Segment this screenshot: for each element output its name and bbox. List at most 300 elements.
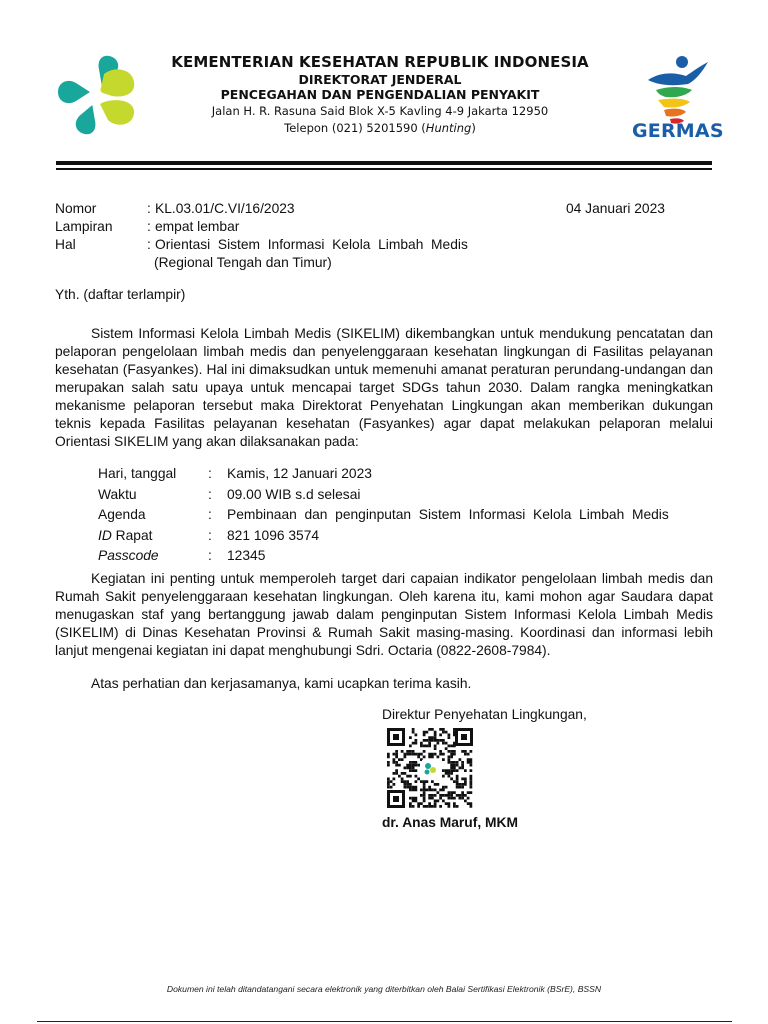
qr-module	[420, 802, 423, 805]
qr-module	[428, 794, 431, 797]
qr-module	[409, 750, 412, 753]
detail-colon: :	[208, 466, 212, 481]
qr-module	[461, 764, 464, 767]
qr-module	[415, 753, 418, 756]
letter-date: 04 Januari 2023	[566, 201, 665, 216]
qr-module	[420, 742, 423, 745]
qr-module	[434, 805, 437, 808]
qr-module	[448, 775, 451, 778]
paragraph-closing-text: Atas perhatian dan kerjasamanya, kami ucapkan terima kasih.	[91, 676, 472, 691]
qr-module	[470, 764, 473, 767]
qr-module	[470, 750, 473, 753]
qr-module	[445, 731, 448, 734]
phone-prefix: Telepon (021) 5201590 (	[284, 121, 426, 135]
qr-module	[431, 789, 434, 792]
qr-module	[423, 734, 426, 737]
detail-label-time: Waktu	[98, 486, 137, 502]
kemenkes-logo	[54, 52, 140, 138]
qr-module	[450, 761, 453, 764]
qr-module	[442, 786, 445, 789]
qr-module	[404, 786, 407, 789]
qr-module	[470, 802, 473, 805]
qr-module	[409, 769, 412, 772]
qr-module	[409, 786, 412, 789]
qr-module	[442, 769, 445, 772]
qr-module	[423, 794, 426, 797]
qr-module	[450, 745, 453, 748]
qr-module	[406, 775, 409, 778]
detail-label-id-rest: Rapat	[111, 527, 153, 543]
qr-module	[442, 731, 445, 734]
qr-module	[461, 761, 464, 764]
detail-value-agenda: Pembinaan dan penginputan Sistem Informasi Kelola Limbah Medis	[227, 507, 669, 522]
qr-module	[398, 764, 401, 767]
detail-label-id-italic: ID	[98, 527, 112, 543]
detail-colon: :	[208, 548, 212, 563]
detail-row-date	[98, 465, 708, 486]
qr-module	[406, 767, 409, 770]
qr-module	[415, 800, 418, 803]
qr-module	[431, 797, 434, 800]
qr-module	[464, 778, 467, 781]
qr-module	[445, 772, 448, 775]
qr-module	[464, 800, 467, 803]
event-details	[98, 465, 708, 568]
qr-module	[464, 753, 467, 756]
qr-module	[434, 794, 437, 797]
meta-row-hal-cont	[55, 254, 675, 272]
qr-module	[426, 780, 429, 783]
qr-module	[439, 753, 442, 756]
qr-module	[470, 775, 473, 778]
qr-module	[409, 805, 412, 808]
paragraph-request	[55, 570, 713, 660]
qr-module	[423, 791, 426, 794]
qr-module	[415, 742, 418, 745]
qr-module	[470, 783, 473, 786]
qr-module	[412, 805, 415, 808]
qr-module	[464, 794, 467, 797]
qr-module	[423, 800, 426, 803]
paragraph-intro-text: Sistem Informasi Kelola Limbah Medis (SIKELIM) dikembangkan untuk mendukung pencatatan dan pelaporan pengelolaan limbah medis dan penyelenggaraan kesehatan lingkungan di Fasilitas pelayanan kesehatan (Fasyankes). Hal ini dimaksudkan untuk memenuhi amanat peraturan perundang-undangan dan merupakan salah satu upaya untuk mencapai target SDGs tahun 2030. Dalam rangka meningkatkan mekanisme pelaporan tersebut maka Direktorat Penyehatan Lingkungan akan memberikan dukungan teknis kepada Fasilitas pelayanan kesehatan (Fasyankes) agar dapat melakukan pelaporan melalui Orientasi SIKELIM yang akan dilaksanakan pada:	[55, 326, 713, 449]
qr-module	[426, 789, 429, 792]
germas-label: GERMAS	[632, 120, 724, 142]
detail-row-passcode	[98, 547, 708, 568]
qr-module	[453, 769, 456, 772]
qr-module	[459, 794, 462, 797]
detail-row-agenda	[98, 506, 708, 527]
qr-module	[453, 767, 456, 770]
qr-module	[448, 756, 451, 759]
qr-module	[423, 745, 426, 748]
qr-module	[453, 802, 456, 805]
qr-module	[393, 783, 396, 786]
qr-module	[423, 750, 426, 753]
qr-module	[467, 791, 470, 794]
qr-module	[393, 761, 396, 764]
qr-module	[467, 761, 470, 764]
qr-module	[412, 767, 415, 770]
detail-row-time	[98, 486, 708, 507]
qr-module	[412, 753, 415, 756]
qr-module	[415, 761, 418, 764]
nomor-colon: :	[147, 201, 151, 216]
qr-module	[439, 794, 442, 797]
signatory-title: Direktur Penyehatan Lingkungan,	[382, 707, 587, 722]
qr-module	[448, 797, 451, 800]
qr-module	[437, 791, 440, 794]
qr-module	[431, 728, 434, 731]
header-rule-thick	[56, 161, 712, 165]
qr-module	[461, 767, 464, 770]
qr-module	[434, 739, 437, 742]
qr-module	[453, 764, 456, 767]
qr-module	[453, 761, 456, 764]
e-signature-note: Dokumen ini telah ditandatangani secara elektronik yang diterbitkan oleh Balai Sertifikasi Elektronik (BSrE), BSSN	[166, 984, 602, 994]
detail-label-passcode: Passcode	[98, 548, 159, 563]
paragraph-request-text: Kegiatan ini penting untuk memperoleh target dari capaian indikator pengelolaan limbah medis dan Rumah Sakit penyelenggaraan kesehatan lingkungan. Oleh karena itu, kami mohon agar Saudara dapat menugaskan staf yang bertanggung jawab dalam penginputan Sistem Informasi Kelola Limbah Medis (SIKELIM) di Dinas Kesehatan Provinsi & Rumah Sakit masing-masing. Koordinasi dan informasi lebih lanjut mengenai kegiatan ini dapat menghubungi Sdri. Octaria (0822-2608-7984).	[55, 571, 713, 658]
qr-module	[428, 739, 431, 742]
detail-value-time: 09.00 WIB s.d selesai	[227, 486, 361, 502]
qr-module	[417, 756, 420, 759]
qr-module	[415, 775, 418, 778]
qr-module	[412, 800, 415, 803]
qr-module	[453, 750, 456, 753]
qr-module	[461, 791, 464, 794]
qr-module	[431, 780, 434, 783]
qr-module	[415, 739, 418, 742]
qr-module	[470, 780, 473, 783]
qr-module	[467, 797, 470, 800]
qr-module	[420, 794, 423, 797]
qr-module	[426, 731, 429, 734]
qr-module	[434, 747, 437, 750]
qr-module	[395, 756, 398, 759]
qr-module	[428, 802, 431, 805]
qr-module	[409, 753, 412, 756]
qr-module	[398, 775, 401, 778]
qr-module	[426, 805, 429, 808]
salutation: Yth. (daftar terlampir)	[55, 287, 186, 302]
qr-module	[428, 805, 431, 808]
qr-module	[395, 772, 398, 775]
signature-qr-code	[386, 727, 474, 809]
qr-module	[412, 761, 415, 764]
qr-module	[453, 805, 456, 808]
qr-module	[431, 805, 434, 808]
footer-rule	[37, 1021, 732, 1022]
paragraph-intro	[55, 325, 713, 451]
qr-module	[470, 778, 473, 781]
hal-value-line1: Orientasi Sistem Informasi Kelola Limbah Medis	[155, 237, 468, 252]
qr-module	[431, 756, 434, 759]
qr-module	[456, 794, 459, 797]
qr-module	[434, 802, 437, 805]
qr-module	[412, 797, 415, 800]
qr-module	[464, 783, 467, 786]
division-name: PENCEGAHAN DAN PENGENDALIAN PENYAKIT	[220, 87, 540, 102]
qr-module	[448, 772, 451, 775]
qr-module	[470, 791, 473, 794]
qr-module	[434, 731, 437, 734]
qr-module	[409, 797, 412, 800]
paragraph-closing	[55, 675, 713, 693]
qr-module	[428, 728, 431, 731]
detail-label-agenda: Agenda	[98, 507, 146, 522]
qr-module	[448, 761, 451, 764]
qr-module	[445, 802, 448, 805]
detail-label-meeting-id	[98, 527, 152, 545]
qr-module	[423, 731, 426, 734]
qr-module	[390, 786, 393, 789]
qr-module	[442, 742, 445, 745]
qr-module	[434, 753, 437, 756]
qr-module	[459, 783, 462, 786]
qr-module	[393, 758, 396, 761]
qr-module	[423, 783, 426, 786]
qr-module	[461, 786, 464, 789]
qr-module	[417, 753, 420, 756]
qr-module	[450, 769, 453, 772]
qr-module	[459, 786, 462, 789]
qr-module	[428, 753, 431, 756]
qr-module	[434, 800, 437, 803]
qr-module	[445, 742, 448, 745]
qr-module	[406, 753, 409, 756]
qr-module	[450, 753, 453, 756]
qr-module	[456, 775, 459, 778]
detail-label-date: Hari, tanggal	[98, 466, 177, 481]
qr-module	[417, 778, 420, 781]
qr-module	[395, 753, 398, 756]
qr-module	[450, 794, 453, 797]
qr-module	[412, 731, 415, 734]
detail-colon: :	[208, 507, 212, 522]
qr-module	[459, 797, 462, 800]
qr-module	[467, 758, 470, 761]
qr-module	[456, 780, 459, 783]
qr-module	[439, 739, 442, 742]
qr-module	[439, 750, 442, 753]
qr-module	[467, 753, 470, 756]
qr-module	[450, 764, 453, 767]
qr-module	[406, 780, 409, 783]
hal-colon: :	[147, 237, 151, 252]
qr-module	[442, 753, 445, 756]
nomor-value: KL.03.01/C.VI/16/2023	[155, 201, 295, 216]
qr-module	[409, 783, 412, 786]
address: Jalan H. R. Rasuna Said Blok X-5 Kavling 4-9 Jakarta 12950	[211, 104, 549, 118]
hal-label: Hal	[55, 237, 76, 252]
qr-module	[456, 783, 459, 786]
qr-module	[417, 805, 420, 808]
qr-module	[412, 769, 415, 772]
qr-module	[431, 736, 434, 739]
qr-module	[415, 734, 418, 737]
qr-module	[439, 805, 442, 808]
qr-module	[459, 767, 462, 770]
qr-module	[406, 764, 409, 767]
qr-module	[442, 758, 445, 761]
qr-module	[428, 742, 431, 745]
nomor-label: Nomor	[55, 201, 97, 216]
qr-module	[423, 756, 426, 759]
qr-module	[428, 745, 431, 748]
qr-module	[423, 797, 426, 800]
qr-module	[437, 742, 440, 745]
qr-module	[450, 778, 453, 781]
qr-module	[415, 769, 418, 772]
qr-module	[412, 728, 415, 731]
qr-module	[448, 802, 451, 805]
qr-module	[448, 736, 451, 739]
qr-module	[437, 783, 440, 786]
qr-module	[434, 783, 437, 786]
qr-module	[453, 797, 456, 800]
qr-module	[445, 786, 448, 789]
qr-module	[401, 750, 404, 753]
qr-module	[412, 742, 415, 745]
qr-module	[423, 789, 426, 792]
qr-module	[461, 778, 464, 781]
qr-module	[442, 739, 445, 742]
qr-module	[439, 728, 442, 731]
qr-module	[417, 764, 420, 767]
qr-module	[393, 772, 396, 775]
detail-colon: :	[208, 527, 212, 543]
qr-module	[387, 783, 390, 786]
qr-module	[470, 805, 473, 808]
qr-module	[387, 756, 390, 759]
qr-module	[415, 764, 418, 767]
qr-module	[456, 786, 459, 789]
qr-module	[412, 789, 415, 792]
qr-module	[450, 767, 453, 770]
qr-module	[448, 791, 451, 794]
qr-module	[464, 750, 467, 753]
qr-module	[442, 789, 445, 792]
qr-module	[415, 780, 418, 783]
qr-module	[448, 805, 451, 808]
lampiran-label: Lampiran	[55, 219, 113, 234]
qr-module	[448, 758, 451, 761]
qr-module	[406, 786, 409, 789]
qr-module	[406, 750, 409, 753]
qr-module	[445, 769, 448, 772]
qr-module	[426, 745, 429, 748]
ministry-name: KEMENTERIAN KESEHATAN REPUBLIK INDONESIA	[171, 53, 589, 71]
qr-module	[456, 761, 459, 764]
qr-module	[448, 794, 451, 797]
qr-module	[423, 739, 426, 742]
qr-module	[428, 789, 431, 792]
qr-module	[450, 797, 453, 800]
qr-module	[434, 745, 437, 748]
qr-module	[437, 800, 440, 803]
qr-module	[431, 739, 434, 742]
meta-row-lampiran	[55, 218, 675, 236]
qr-module	[442, 794, 445, 797]
qr-module	[428, 756, 431, 759]
qr-module	[401, 778, 404, 781]
qr-module	[450, 750, 453, 753]
qr-module	[404, 753, 407, 756]
qr-module	[404, 767, 407, 770]
qr-module	[395, 769, 398, 772]
qr-module	[401, 758, 404, 761]
qr-module	[464, 780, 467, 783]
qr-module	[445, 794, 448, 797]
qr-module	[420, 789, 423, 792]
qr-module	[461, 797, 464, 800]
qr-module	[420, 753, 423, 756]
meta-row-hal	[55, 236, 675, 254]
qr-module	[450, 756, 453, 759]
qr-module	[470, 769, 473, 772]
qr-module	[404, 783, 407, 786]
qr-module	[409, 761, 412, 764]
signatory-name: dr. Anas Maruf, MKM	[382, 815, 518, 830]
qr-module	[409, 767, 412, 770]
qr-module	[448, 769, 451, 772]
qr-module	[409, 775, 412, 778]
qr-module	[409, 789, 412, 792]
lampiran-colon: :	[147, 219, 151, 234]
qr-module	[401, 772, 404, 775]
phone	[150, 120, 610, 136]
qr-module	[450, 791, 453, 794]
qr-module	[461, 794, 464, 797]
qr-module	[459, 758, 462, 761]
qr-module	[448, 745, 451, 748]
detail-value-passcode: 12345	[227, 548, 266, 563]
detail-value-meeting-id: 821 1096 3574	[227, 527, 320, 543]
directorate-general: DIREKTORAT JENDERAL	[298, 72, 462, 87]
qr-module	[434, 734, 437, 737]
qr-module	[456, 778, 459, 781]
qr-module	[464, 769, 467, 772]
qr-module	[401, 780, 404, 783]
qr-module	[461, 783, 464, 786]
header-rule-thin	[56, 168, 712, 170]
hal-value-line2: (Regional Tengah dan Timur)	[154, 255, 332, 270]
qr-module	[387, 761, 390, 764]
qr-module	[439, 734, 442, 737]
qr-module	[450, 772, 453, 775]
qr-module	[387, 786, 390, 789]
qr-module	[456, 764, 459, 767]
letter-meta	[55, 200, 675, 272]
qr-module	[428, 797, 431, 800]
qr-module	[395, 764, 398, 767]
qr-module	[442, 775, 445, 778]
qr-module	[448, 750, 451, 753]
qr-module	[415, 789, 418, 792]
qr-module	[406, 783, 409, 786]
qr-module	[423, 805, 426, 808]
phone-suffix: )	[471, 121, 476, 135]
qr-module	[415, 797, 418, 800]
detail-row-meeting-id	[98, 527, 708, 548]
qr-module	[390, 780, 393, 783]
qr-module	[409, 802, 412, 805]
letterhead	[150, 53, 610, 136]
qr-module	[426, 739, 429, 742]
qr-module	[434, 789, 437, 792]
qr-module	[470, 786, 473, 789]
qr-module	[420, 780, 423, 783]
qr-module	[456, 805, 459, 808]
